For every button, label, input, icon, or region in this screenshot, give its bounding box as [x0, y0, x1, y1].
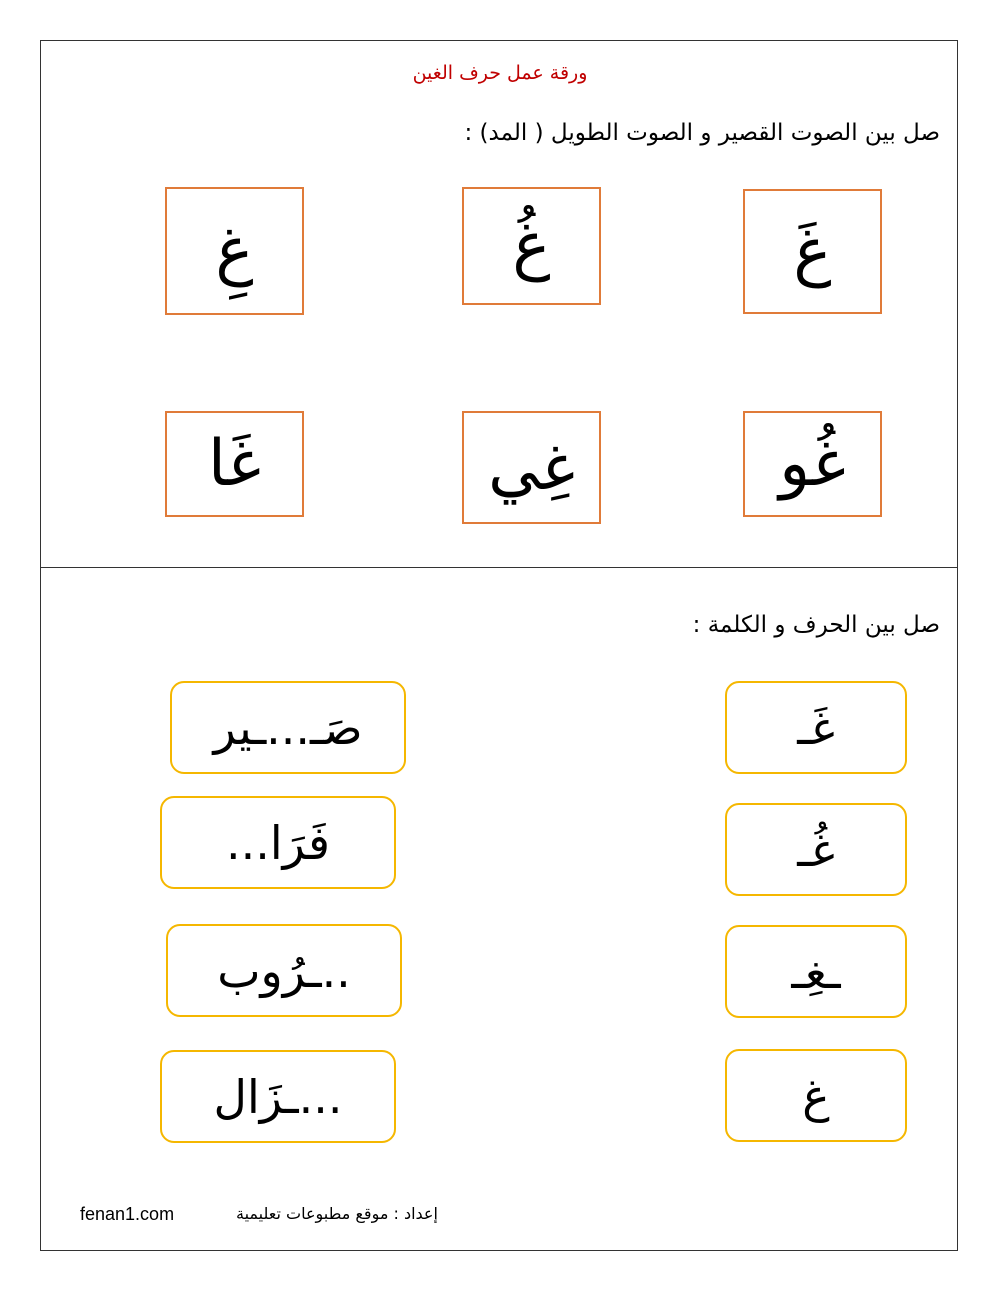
word-box-3[interactable]: ..ـرُوب: [166, 924, 402, 1017]
word-box-4[interactable]: ...ـزَال: [160, 1050, 396, 1143]
long-vowel-box-waw[interactable]: غُو: [743, 411, 882, 517]
short-vowel-box-damma[interactable]: غُ: [462, 187, 601, 305]
word-box-2[interactable]: فَرَا...: [160, 796, 396, 889]
footer-credit: إعداد : موقع مطبوعات تعليمية: [236, 1204, 438, 1223]
letter-box-initial-fatha[interactable]: غَـ: [725, 681, 907, 774]
letter-box-isolated[interactable]: غ: [725, 1049, 907, 1142]
section2-instruction: صل بين الحرف و الكلمة :: [692, 612, 940, 638]
footer-site: fenan1.com: [80, 1204, 175, 1224]
worksheet-title: ورقة عمل حرف الغين: [412, 62, 588, 84]
letter-box-initial-damma[interactable]: غُـ: [725, 803, 907, 896]
long-vowel-box-ya[interactable]: غِي: [462, 411, 601, 524]
word-box-1[interactable]: صَـ...ـير: [170, 681, 406, 774]
letter-box-medial-kasra[interactable]: ـغِـ: [725, 925, 907, 1018]
short-vowel-box-fatha[interactable]: غَ: [743, 189, 882, 314]
long-vowel-box-alif[interactable]: غَا: [165, 411, 304, 517]
section1-instruction: صل بين الصوت القصير و الصوت الطويل ( المد) :: [464, 120, 940, 146]
section-divider: [40, 567, 958, 568]
short-vowel-box-kasra[interactable]: غِ: [165, 187, 304, 315]
